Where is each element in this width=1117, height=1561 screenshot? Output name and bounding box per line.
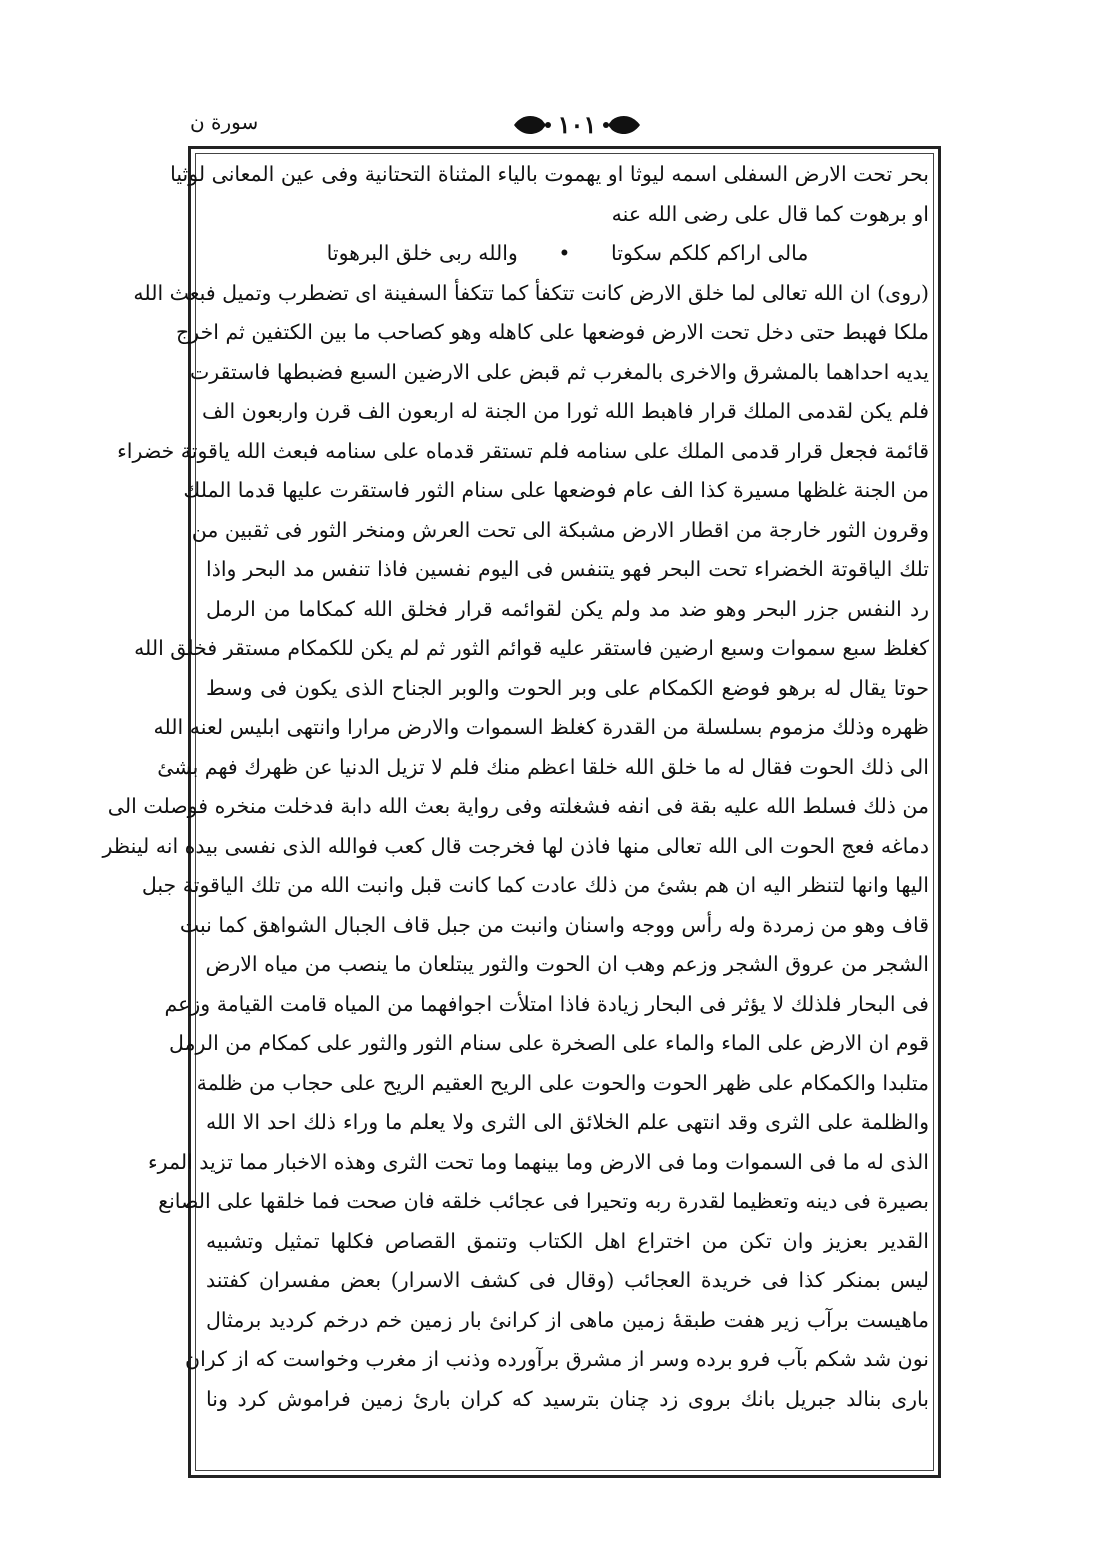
text-line: كغلظ سبع سموات وسبع ارضين فاستقر عليه قوائم الثور ثم لم يكن للكمكام مستقر فخلق الله [134,636,929,660]
text-line: نون شد شكم بآب فرو برده وسر از مشرق برآورده وذنب از مغرب وخواست كه از كران [185,1347,929,1371]
text-line: رد النفس جزر البحر وهو ضد مد ولم يكن لقوائمه قرار فخلق الله كمكاما من الرمل [206,596,929,621]
commentary-text [102,155,929,1419]
text-line: بحر تحت الارض السفلى اسمه ليوثا او يهموت بالياء المثناة التحتانية وفى عين المعانى لوثيا [170,162,929,186]
text-line: بصيرة فى دينه وتعظيما لقدرة ربه وتحيرا فى عجائب خلقه فان صحت فما خلقها على الصانع [158,1189,929,1213]
text-line: يديه احداهما بالمشرق والاخرى بالمغرب ثم قبض على الارضين السبع فضبطها فاستقرت [189,359,929,384]
page-number: ١٠١ [557,110,597,139]
text-line: متلبدا والكمكام على ظهر الحوت والحوت على الريح العقيم الريح على حجاب من ظلمة [196,1070,929,1095]
text-line: الشجر من عروق الشجر وزعم وهب ان الحوت والثور يبتلعان ما ينصب من مياه الارض [205,952,929,976]
text-line: فلم يكن لقدمى الملك قرار فاهبط الله ثورا من الجنة له اربعون الف قرن واربعون الف [202,399,929,423]
text-line: ليس بمنكر كذا فى خريدة العجائب (وقال فى كشف الاسرار) بعض مفسران كفتند [206,1268,929,1292]
text-line: ظهره وذلك مزموم بسلسلة من القدرة كغلظ السموات والارض مرارا وانتهى ابليس لعنه الله [153,715,929,739]
verse-hemistich: مالى اراكم كلكم سكوتا [611,241,809,265]
text-line: قائمة فجعل قرار قدمى الملك على سنامه فلم تستقر قدماه على سنامه فبعث الله ياقوتة خضراء [117,438,929,463]
text-line: اليها وانها لتنظر اليه ان هم بشئ من ذلك عادت كما كانت قبل وانبت الله من تلك الياقوتة جبل [141,873,929,897]
page-number-ornament [512,108,642,142]
text-line: القدير بعزيز وان تكن من اختراع اهل الكتاب وتنمق القصاص فكلها تمثيل وتشبيه [206,1228,929,1253]
text-line: حوتا يقال له برهو فوضع الكمكام على وبر الحوت والوبر الجناح الذى يكون فى وسط [206,675,929,700]
text-line: تلك الياقوتة الخضراء تحت البحر فهو يتنفس فى اليوم نفسين فاذا تنفس مد البحر واذا [206,557,929,581]
text-line: ملكا فهبط حتى دخل تحت الارض فوضعها على كاهله وهو كصاحب ما بين الكتفين ثم اخرج [176,320,929,344]
text-line: من ذلك فسلط الله عليه بقة فى انفه فشغلته وفى رواية بعث الله دابة فدخلت منخره فوصلت الى [107,794,929,818]
text-line: او برهوت كما قال على رضى الله عنه [611,201,929,226]
page-header [0,108,1117,148]
verse-hemistich: والله ربى خلق البرهوتا [326,241,518,265]
text-line: من الجنة غلظها مسيرة كذا الف عام فوضعها على سنام الثور فاستقرت عليها قدما الملك [183,478,929,502]
text-line: قاف وهو من زمردة وله رأس ووجه واسنان وانبت من جبل قاف الجبال الشواهق كما نبت [179,912,929,937]
text-line: وقرون الثور خارجة من اقطار الارض مشبكة الى تحت العرش ومنخر الثور فى ثقبين من [191,517,929,542]
text-line: والظلمة على الثرى وقد انتهى علم الخلائق الى الثرى ولا يعلم ما وراء ذلك احد الا الله [206,1110,929,1134]
text-line: (روى) ان الله تعالى لما خلق الارض كانت تتكفأ كما تتكفأ السفينة اى تضطرب وتميل فبعث الله [133,280,929,305]
text-line: الى ذلك الحوت فقال له ما خلق الله خلقا اعظم منك فلم لا تزيل الدنيا عن ظهرك فهم بشئ [157,754,929,779]
verse-separator: • [558,241,571,265]
poetry-verse [206,234,929,274]
text-line: فى البحار فلذلك لا يؤثر فى البحار زيادة فاذا امتلأت اجوافهما من المياه قامت القيامة وزعم [164,991,929,1016]
text-line: دماغه فعج الحوت الى الله تعالى منها فاذن لها فخرجت قال كعب فوالله الذى نفسى بيده انه لينظر [102,833,929,858]
text-line: ماهيست برآب زير هفت طبقهٔ زمين ماهى از كرانئ بار زمين خم درخم كرديد برمثال [206,1307,929,1332]
surah-title: سورة ن [190,110,259,134]
text-line: الذى له ما فى السموات وما فى الارض وما بينهما وما تحت الثرى وهذه الاخبار مما تزيد المرء [148,1149,929,1174]
text-line: بارى بنالد جبريل بانك بروى زد چنان بترسيد كه كران بارئ زمين فراموش كرد ونا [206,1386,929,1411]
text-line: قوم ان الارض على الماء والماء على الصخرة على سنام الثور والثور على كمكام من الرمل [169,1031,929,1055]
